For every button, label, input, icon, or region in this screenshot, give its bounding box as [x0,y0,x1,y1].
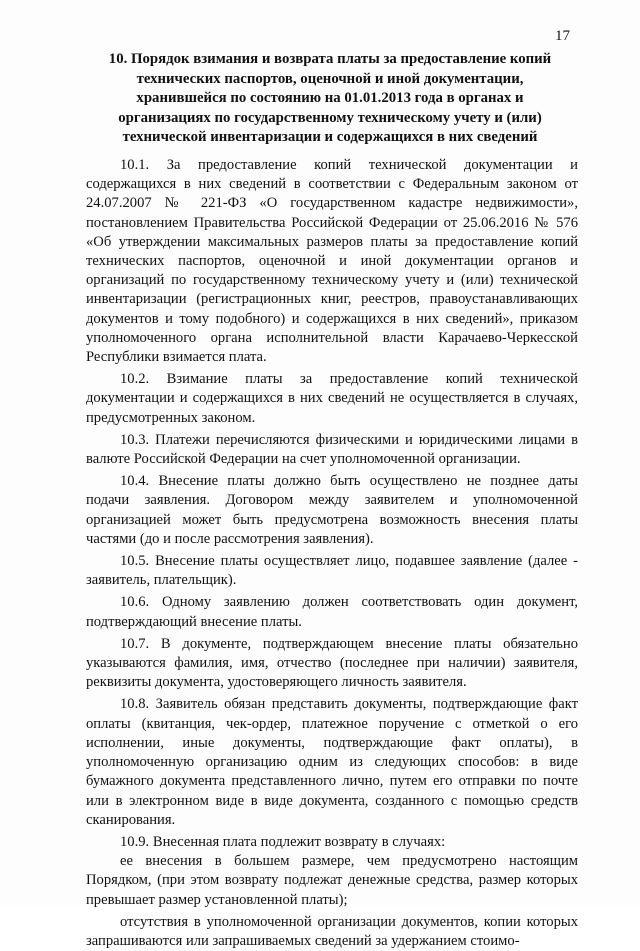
paragraph-10-9-item-1: ее внесения в большем размере, чем предусмотрено настоящим Порядком, (при этом возврату подлежат денежные средства, размер которых превышает размер установленной платы); [86,853,578,908]
paragraph-10-9: 10.9. Внесенная плата подлежит возврату в случаях: [120,833,446,850]
paragraph-10-9-item-2: отсутствия в уполномоченной организации документов, копии которых запрашиваются или запрашиваемых сведений за удержанием стоимо- [86,913,578,949]
document-body [86,156,578,951]
paragraph-10-1: 10.1. За предоставление копий технической документации и содержащихся в них сведений в соответствии с Федеральным законом от 24.07.2007 № 221-ФЗ «О государственном кадастре недвижимости», постановлением Правительства Российской Федерации от 25.06.2016 № 576 «Об утверждении максимальных размеров платы за предоставление копий технических паспортов, оценочной и иной документации органов и организаций по государственному техническому учету и (или) технической инвентаризации (регистрационных книг, реестров, правоустанавливающих документов и тому подобного) и содержащихся в них сведений», приказом уполномоченного органа исполнительной власти Карачаево-Черкесской Республики взимается плата. [86,157,578,366]
paragraph-10-6: 10.6. Одному заявлению должен соответствовать один документ, подтверждающий внесение платы. [86,594,578,630]
paragraph-10-3: 10.3. Платежи перечисляются физическими и юридическими лицами в валюте Российской Федерации на счет уполномоченной организации. [86,431,578,468]
paragraph-10-5: 10.5. Внесение платы осуществляет лицо, подавшее заявление (далее - заявитель, плательщик). [86,553,578,589]
paragraph-10-4: 10.4. Внесение платы должно быть осуществлено не позднее даты подачи заявления. Договором между заявителем и уполномоченной организацией может быть предусмотрена возможность внесения платы частями (до и после рассмотрения заявления). [86,473,578,547]
section-title: 10. Порядок взимания и возврата платы за предоставление копий технических паспортов, оценочной и иной документации, хранившейся по состоянию на 01.01.2013 года в органах и организациях по государственному техническому учету и (или) технической инвентаризации и содержащихся в них сведений [108,51,552,146]
paragraph-10-7: 10.7. В документе, подтверждающем внесение платы обязательно указываются фамилия, имя, отчество (последнее при наличии) заявителя, реквизиты документа, удостоверяющего личность заявителя. [86,635,578,691]
paragraph-10-8: 10.8. Заявитель обязан представить документы, подтверждающие факт оплаты (квитанция, чек-ордер, платежное поручение с отметкой о его исполнении, иные документы, подтверждающие факт оплаты), в уполномоченную организацию одним из следующих способов: в виде бумажного документа представленного лично, путем его отправки по почте или в электронном виде в виде документа, созданного с помощью средств сканирования. [86,696,578,828]
page-number: 17 [555,28,570,44]
paragraph-10-2: 10.2. Взимание платы за предоставление копий технической документации и содержащихся в них сведений не осуществляется в случаях, предусмотренных законом. [86,371,578,426]
